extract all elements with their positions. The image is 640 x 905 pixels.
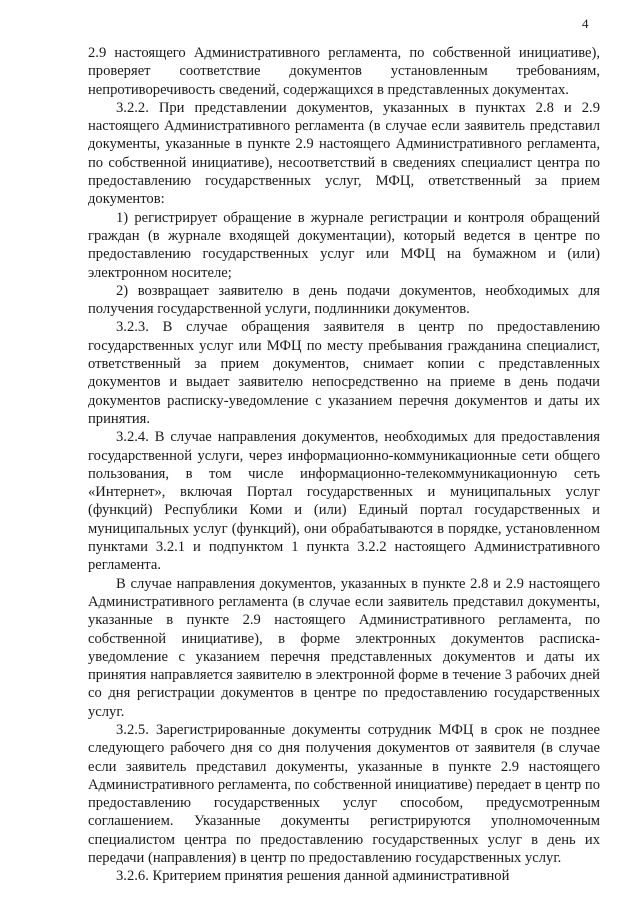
- paragraph: 2.9 настоящего Административного регламента, по собственной инициативе), проверяет соответствие документов установленным требованиям, непротиворечивость сведений, содержащихся в представленных документах.: [88, 45, 600, 98]
- paragraph: 3.2.4. В случае направления документов, необходимых для предоставления государственной услуги, через информационно-коммуникационные сети общего пользования, в том числе информационно-телекоммуникационную сеть «Интернет», включая Портал государственных и муниципальных услуг (функций) Республики Коми и (или) Единый портал государственных и муниципальных услуг (функций), они обрабатываются в порядке, установленном пунктами 3.2.1 и подпунктом 1 пункта 3.2.2 настоящего Административного регламента.: [88, 429, 600, 574]
- paragraph: 3.2.3. В случае обращения заявителя в центр по предоставлению государственных услуг или МФЦ по месту пребывания гражданина специалист, ответственный за прием документов, снимает копии с представленных документов и выдает заявителю непосредственно на приеме в день подачи документов расписку-уведомление с указанием перечня документов и даты их принятия.: [88, 319, 600, 427]
- page-number: 4: [582, 16, 589, 31]
- paragraph: 2) возвращает заявителю в день подачи документов, необходимых для получения государственной услуги, подлинники документов.: [88, 282, 600, 318]
- paragraph: 3.2.2. При представлении документов, указанных в пунктах 2.8 и 2.9 настоящего Административного регламента (в случае если заявитель представил документы, указанные в пункте 2.9 настоящего Административного регламента, по собственной инициативе), несоответствий в сведениях специалист центра по предоставлению государственных услуг, МФЦ, ответственный за прием документов:: [88, 99, 600, 208]
- document-body: [88, 44, 600, 886]
- paragraph: В случае направления документов, указанных в пункте 2.8 и 2.9 настоящего Административного регламента (в случае если заявитель представил документы, указанные в пункте 2.9 настоящего Административного регламента, по собственной инициативе), в форме электронных документов расписка-уведомление с указанием перечня представленных документов и даты их принятия направляется заявителю в электронной форме в течение 3 рабочих дней со дня регистрации документов в центре по предоставлению государственных услуг.: [88, 575, 600, 720]
- paragraph: 3.2.6. Критерием принятия решения данной административной: [116, 868, 510, 885]
- paragraph: 3.2.5. Зарегистрированные документы сотрудник МФЦ в срок не позднее следующего рабочего дня со дня получения документов от заявителя (в случае если заявитель представил документы, указанные в пункте 2.9 настоящего Административного регламента, по собственной инициативе) передает в центр по предоставлению государственных услуг способом, предусмотренным соглашением. Указанные документы регистрируются уполномоченным специалистом центра по предоставлению государственных услуг в день их передачи (направления) в центр по предоставлению государственных услуг.: [88, 721, 600, 867]
- paragraph: 1) регистрирует обращение в журнале регистрации и контроля обращений граждан (в журнале входящей документации), который ведется в центре по предоставлению государственных услуг или МФЦ на бумажном и (или) электронном носителе;: [88, 209, 600, 281]
